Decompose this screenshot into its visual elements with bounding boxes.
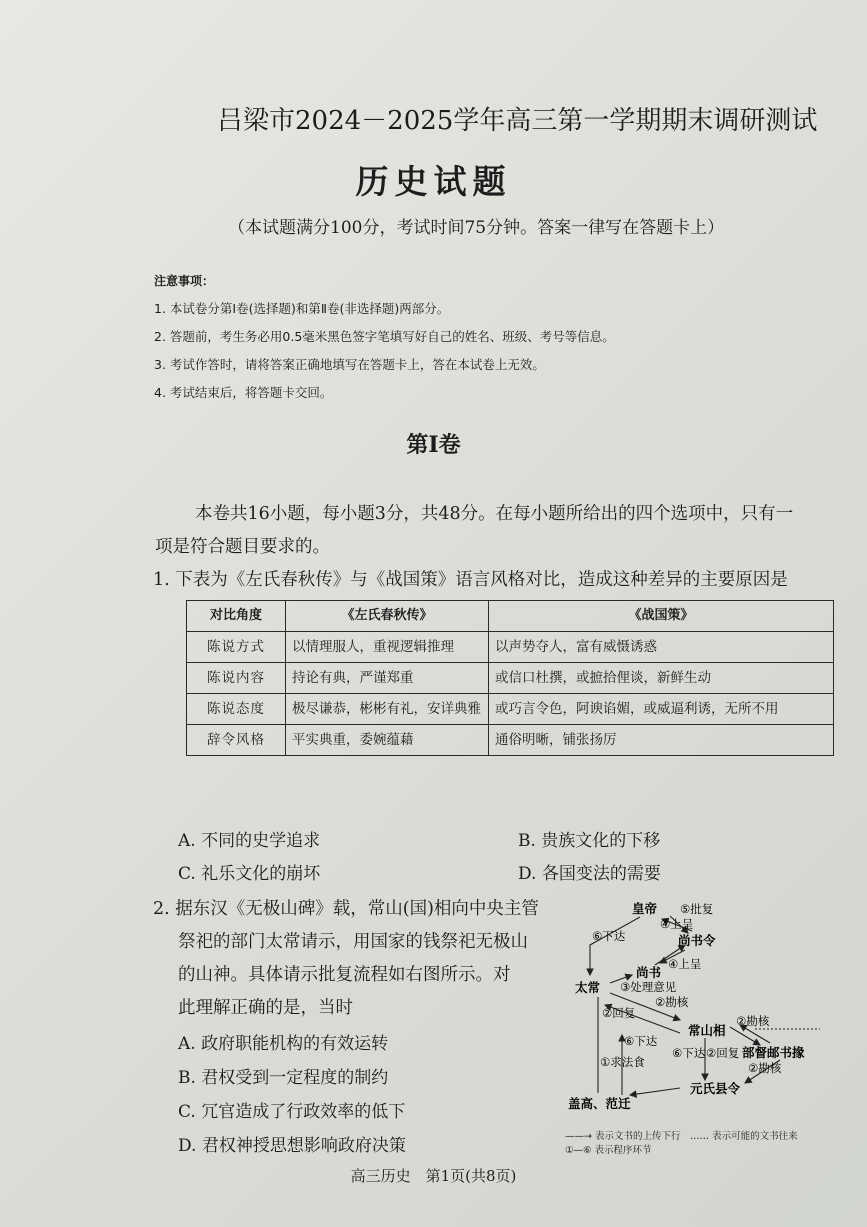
q1-option-d[interactable]: D. 各国变法的需要 xyxy=(518,864,661,884)
q2-option-c[interactable]: C. 冗官造成了行政效率的低下 xyxy=(178,1102,406,1122)
node-secretariat: 尚书令 xyxy=(678,933,716,948)
node-taichang: 太常 xyxy=(575,980,601,995)
step-label: ②勘核 xyxy=(655,995,689,1009)
step-label: ②勘核 xyxy=(748,1061,782,1075)
notice-item: 1. 本试卷分第Ⅰ卷(选择题)和第Ⅱ卷(非选择题)两部分。 xyxy=(154,301,450,316)
exam-title: 吕梁市2024－2025学年高三第一学期期末调研测试 xyxy=(217,106,818,136)
notice-heading: 注意事项： xyxy=(154,274,215,288)
exam-info: （本试题满分100分，考试时间75分钟。答案一律写在答题卡上） xyxy=(228,218,725,238)
table-header-cell: 对比角度 xyxy=(187,601,286,632)
table-row xyxy=(187,662,834,693)
legend-steps-text: ①—⑥ 表示程序环节 xyxy=(565,1145,652,1156)
legend-solid-text: 表示文书的上传下行 xyxy=(595,1131,681,1142)
q1-option-c[interactable]: C. 礼乐文化的崩坏 xyxy=(178,864,321,884)
table-cell: 持论有典，严谨郑重 xyxy=(286,662,489,693)
table-row xyxy=(187,725,834,756)
comparison-table xyxy=(186,600,834,756)
table-row xyxy=(187,631,834,662)
notice-item: 2. 答题前，考生务必用0.5毫米黑色签字笔填写好自己的姓名、班级、考号等信息。 xyxy=(154,329,615,344)
q2-stem-line: 此理解正确的是，当时 xyxy=(178,998,353,1018)
diagram-legend xyxy=(565,1128,798,1156)
table-cell: 陈说方式 xyxy=(187,631,286,662)
table-header-cell: 《战国策》 xyxy=(489,601,834,632)
q2-stem-line: 2. 据东汉《无极山碑》载，常山(国)相向中央主管 xyxy=(153,899,539,919)
q2-option-d[interactable]: D. 君权神授思想影响政府决策 xyxy=(178,1136,406,1156)
table-cell: 以情理服人，重视逻辑推理 xyxy=(286,631,489,662)
table-header-cell: 《左氏春秋传》 xyxy=(286,601,489,632)
table-cell: 通俗明晰，铺张扬厉 xyxy=(489,725,834,756)
q2-stem-line: 的山神。具体请示批复流程如右图所示。对 xyxy=(178,965,511,985)
flow-svg xyxy=(560,895,860,1155)
volume-title: 第Ⅰ卷 xyxy=(406,432,461,458)
node-emperor: 皇帝 xyxy=(632,901,658,916)
section-intro-line1: 本卷共16小题，每小题3分，共48分。在每小题所给出的四个选项中，只有一 xyxy=(195,504,794,524)
step-label: ②回复 xyxy=(602,1006,636,1020)
flow-arrow xyxy=(590,917,640,975)
q2-stem-line: 祭祀的部门太常请示，用国家的钱祭祀无极山 xyxy=(178,932,528,952)
q2-option-a[interactable]: A. 政府职能机构的有效运转 xyxy=(178,1034,389,1054)
q1-option-b[interactable]: B. 贵族文化的下移 xyxy=(518,831,661,851)
flow-arrow xyxy=(730,1027,760,1045)
table-cell: 以声势夺人，富有威慑诱惑 xyxy=(489,631,834,662)
table-cell: 陈说内容 xyxy=(187,662,286,693)
table-cell: 平实典重，委婉蕴藉 xyxy=(286,725,489,756)
step-label: ④上呈 xyxy=(660,917,694,931)
step-label: ②回复 xyxy=(706,1046,740,1060)
node-gaigao: 盖高、范迁 xyxy=(568,1096,631,1111)
step-label: ⑤批复 xyxy=(680,902,714,916)
question-1-stem: 1. 下表为《左氏春秋传》与《战国策》语言风格对比，造成这种差异的主要原因是 xyxy=(153,570,788,590)
step-label: ④上呈 xyxy=(668,957,702,971)
table-cell: 或信口杜撰，或摭拾俚谈，新鲜生动 xyxy=(489,662,834,693)
step-label: ⑥下达 xyxy=(672,1046,706,1060)
notice-item: 4. 考试结束后，将答题卡交回。 xyxy=(154,385,333,400)
node-bubu: 部督邮书掾 xyxy=(742,1045,805,1060)
legend-dotted-line: …… xyxy=(690,1131,710,1142)
table-cell: 极尽谦恭，彬彬有礼，安详典雅 xyxy=(286,693,489,724)
q1-option-a[interactable]: A. 不同的史学追求 xyxy=(178,831,321,851)
step-label: ②勘核 xyxy=(736,1014,770,1028)
page-footer: 高三历史 第1页(共8页) xyxy=(350,1167,517,1185)
node-yuanshi: 元氏县令 xyxy=(690,1081,741,1096)
legend-dotted-text: 表示可能的文书往来 xyxy=(712,1131,798,1142)
section-intro-line2: 项是符合题目要求的。 xyxy=(155,537,330,557)
step-label: ⑥下达 xyxy=(592,929,626,943)
notice-item: 3. 考试作答时，请将答案正确地填写在答题卡上，答在本试卷上无效。 xyxy=(154,357,545,372)
table-header-row xyxy=(187,601,834,632)
flow-arrow xyxy=(630,1088,680,1095)
node-shangshu: 尚书 xyxy=(636,965,662,980)
subject-title: 历史试题 xyxy=(355,162,512,201)
step-label: ①求法食 xyxy=(600,1055,645,1069)
q2-option-b[interactable]: B. 君权受到一定程度的制约 xyxy=(178,1068,389,1088)
table-cell: 辞令风格 xyxy=(187,725,286,756)
node-changshan: 常山相 xyxy=(688,1023,726,1038)
step-label: ⑥下达 xyxy=(624,1034,658,1048)
approval-flow-diagram xyxy=(560,895,860,1155)
table-cell: 或巧言令色，阿谀谄媚，或威逼利诱，无所不用 xyxy=(489,693,834,724)
step-label: ③处理意见 xyxy=(620,980,677,994)
table-cell: 陈说态度 xyxy=(187,693,286,724)
legend-solid-line: ——→ xyxy=(565,1131,592,1142)
table-row xyxy=(187,693,834,724)
